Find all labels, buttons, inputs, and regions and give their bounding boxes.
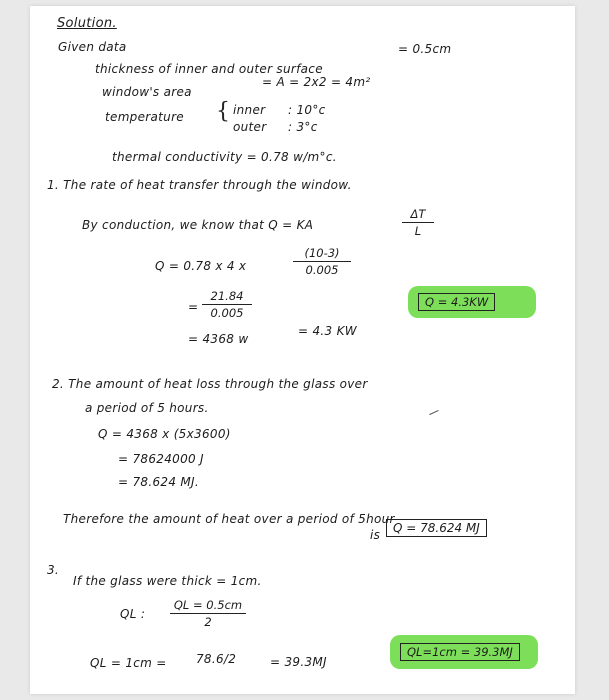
part1-step3-watts: = 4368 w [188, 332, 249, 346]
inner-temp-value: : 10°c [288, 103, 326, 117]
part2-therefore: Therefore the amount of heat over a period of 5hour [63, 512, 395, 526]
part1-answer-box: Q = 4.3KW [418, 293, 495, 311]
temperature-brace-icon: { [216, 99, 230, 124]
part3-ql-label: QL : [120, 607, 146, 621]
part1-heading: 1. The rate of heat transfer through the window. [47, 178, 352, 192]
part1-step2-fraction [202, 289, 252, 320]
part2-answer-box: Q = 78.624 MJ [386, 519, 487, 537]
outer-temp-label: outer [233, 120, 267, 134]
part2-heading-cont: a period of 5 hours. [85, 401, 209, 415]
inner-temp-label: inner [233, 103, 266, 117]
part1-step1-numerator: (10-3) [293, 246, 351, 262]
part3-calc-value: 78.6/2 [196, 652, 237, 666]
part3-answer-box: QL=1cm = 39.3MJ [400, 643, 520, 661]
part1-step1-denominator: 0.005 [305, 263, 339, 277]
part1-step2-denominator: 0.005 [210, 306, 244, 320]
given-data-header: Given data [58, 40, 127, 54]
part2-step1: Q = 4368 x (5x3600) [98, 427, 231, 441]
outer-temp-value: : 3°c [288, 120, 318, 134]
window-area-value: = A = 2x2 = 4m² [262, 75, 371, 89]
fourier-denominator: L [414, 224, 422, 238]
part2-step2: = 78624000 J [118, 452, 204, 466]
thickness-value: = 0.5cm [398, 42, 452, 56]
part1-step2-numerator: 21.84 [202, 289, 252, 305]
temperature-label: temperature [105, 110, 184, 124]
part3-calc-result: = 39.3MJ [270, 655, 327, 669]
part1-step1-fraction [293, 246, 351, 277]
part2-step3: = 78.624 MJ. [118, 475, 199, 489]
fourier-law-fraction [402, 207, 434, 238]
part3-heading: If the glass were thick = 1cm. [73, 574, 262, 588]
thermal-conductivity: thermal conductivity = 0.78 w/m°c. [112, 150, 337, 164]
part1-step3-kilowatts: = 4.3 KW [298, 324, 357, 338]
part1-step1-prefix: Q = 0.78 x 4 x [155, 259, 247, 273]
fourier-numerator: ΔT [402, 207, 434, 223]
part1-step2-equals: = [188, 300, 199, 314]
part3-calc-label: QL = 1cm = [90, 656, 167, 670]
part3-ql-fraction [170, 598, 246, 629]
part2-heading: 2. The amount of heat loss through the glass over [52, 377, 368, 391]
solution-title: Solution. [57, 16, 117, 31]
stray-pen-mark [429, 410, 439, 415]
part2-is: is [370, 528, 381, 542]
thickness-label: thickness of inner and outer surface [95, 62, 323, 76]
conduction-statement: By conduction, we know that Q = KA [82, 218, 314, 232]
part3-ql-numerator: QL = 0.5cm [170, 598, 246, 614]
part3-number: 3. [47, 563, 60, 577]
part3-ql-denominator: 2 [204, 615, 212, 629]
window-area-label: window's area [102, 85, 192, 99]
document-page [30, 6, 575, 694]
